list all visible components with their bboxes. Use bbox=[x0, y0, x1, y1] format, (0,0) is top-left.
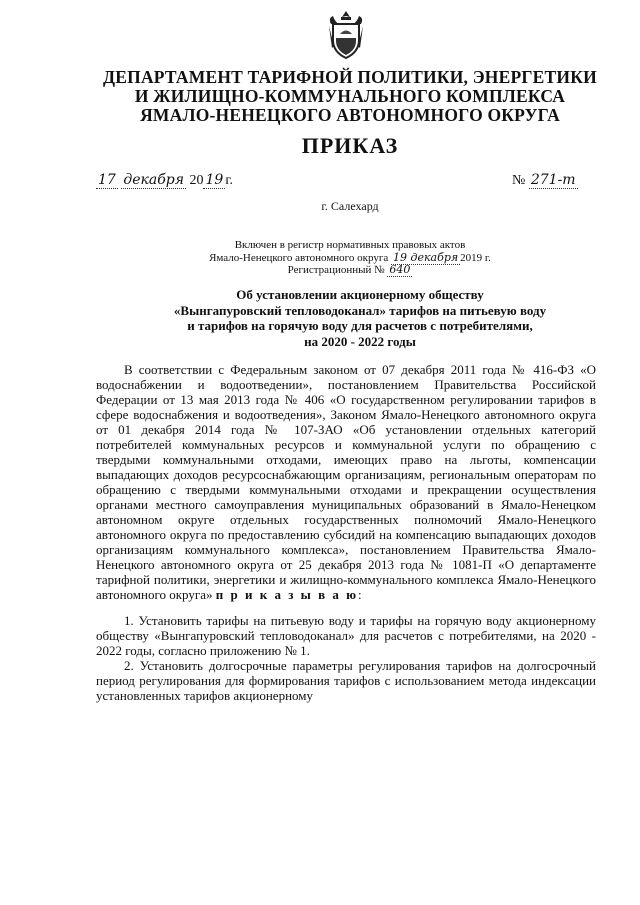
order-item-2: 2. Установить долгосрочные параметры регулирования тарифов на долгосрочный период регулирования для формирования тарифов с использованием метода индексации установленных тарифов акционерному bbox=[96, 658, 596, 703]
order-colon: : bbox=[358, 587, 362, 602]
subject-line: Об установлении акционерному обществу bbox=[236, 287, 484, 302]
registration-line bbox=[170, 252, 530, 265]
department-line: И ЖИЛИЩНО-КОММУНАЛЬНОГО КОМПЛЕКСА bbox=[134, 86, 566, 106]
order-number bbox=[512, 172, 578, 189]
registration-number: 640 bbox=[389, 263, 411, 276]
city: г. Салехард bbox=[321, 199, 379, 213]
order-number-label: № bbox=[512, 173, 526, 188]
department-name bbox=[60, 68, 640, 125]
order-word: п р и к а з ы в а ю bbox=[215, 587, 359, 602]
registration-region: Ямало-Ненецкого автономного округа bbox=[209, 251, 389, 264]
document-body bbox=[96, 362, 596, 703]
preamble-text: В соответствии с Федеральным законом от 07 декабря 2011 года № 416-ФЗ «О водоснабжении и водоотведении», постановлением Правительства Российской Федерации от 13 мая 2013 года № 406 «О государственном регулировании тарифов в сфере водоснабжения и водоотведения», Законом Ямало-Ненецкого автономного округа от 01 декабря 2014 года № 107-ЗАО «Об установлении отдельных категорий потребителей коммунальных ресурсов и коммунальной услуги по обращению с твердыми коммунальными отходами, имеющих право на льготы, компенсации выпадающих доходов ресурсоснабжающим организациям, региональным операторам по обращению с твердыми коммунальными отходами и прекращении осуществления органами местного самоуправления муниципальных образований в Ямало-Ненецком автономном округе отдельных государственных полномочий Ямало-Ненецкого автономного округа по предоставлению субсидий на компенсацию выпадающих доходов организациям коммунального комплекса», постановлением Правительства Ямало-Ненецкого автономного округа от 25 декабря 2013 года № 1081-П «О департаменте тарифной политики, энергетики и жилищно-коммунального комплекса Ямало-Ненецкого автономного округа» bbox=[96, 362, 596, 602]
department-line: ДЕПАРТАМЕНТ ТАРИФНОЙ ПОЛИТИКИ, ЭНЕРГЕТИКИ bbox=[103, 67, 597, 87]
registration-line bbox=[170, 264, 530, 277]
registration-stamp bbox=[170, 239, 530, 277]
date-year-suffix: 19 bbox=[205, 172, 224, 188]
registration-date: 19 декабря bbox=[393, 250, 459, 264]
date-day: 17 bbox=[98, 172, 116, 188]
coat-of-arms-emblem bbox=[325, 8, 367, 62]
registration-year: 2019 г. bbox=[460, 251, 491, 264]
document-type-title: ПРИКАЗ bbox=[301, 133, 399, 158]
order-item-1: 1. Установить тарифы на питьевую воду и тарифы на горячую воду акционерному обществу «Вынгапуровский тепловодоканал» для расчетов с потребителями, на 2020 - 2022 годы, согласно приложению № 1. bbox=[96, 613, 596, 658]
registration-number-label: Регистрационный № bbox=[287, 264, 385, 276]
date-year-unit: г. bbox=[225, 173, 233, 188]
order-subject bbox=[150, 287, 570, 349]
date-month: декабря bbox=[123, 172, 184, 188]
order-date bbox=[96, 172, 233, 189]
subject-line: и тарифов на горячую воду для расчетов с потребителями, bbox=[187, 318, 533, 333]
subject-line: на 2020 - 2022 годы bbox=[304, 333, 416, 349]
subject-line: «Вынгапуровский тепловодоканал» тарифов на питьевую воду bbox=[173, 302, 547, 318]
date-year-prefix: 20 bbox=[189, 173, 204, 188]
department-line: ЯМАЛО-НЕНЕЦКОГО АВТОНОМНОГО ОКРУГА bbox=[140, 105, 560, 125]
registration-line: Включен в регистр нормативных правовых актов bbox=[234, 239, 466, 251]
order-number-value: 271-т bbox=[530, 172, 576, 188]
preamble-paragraph bbox=[96, 362, 596, 602]
